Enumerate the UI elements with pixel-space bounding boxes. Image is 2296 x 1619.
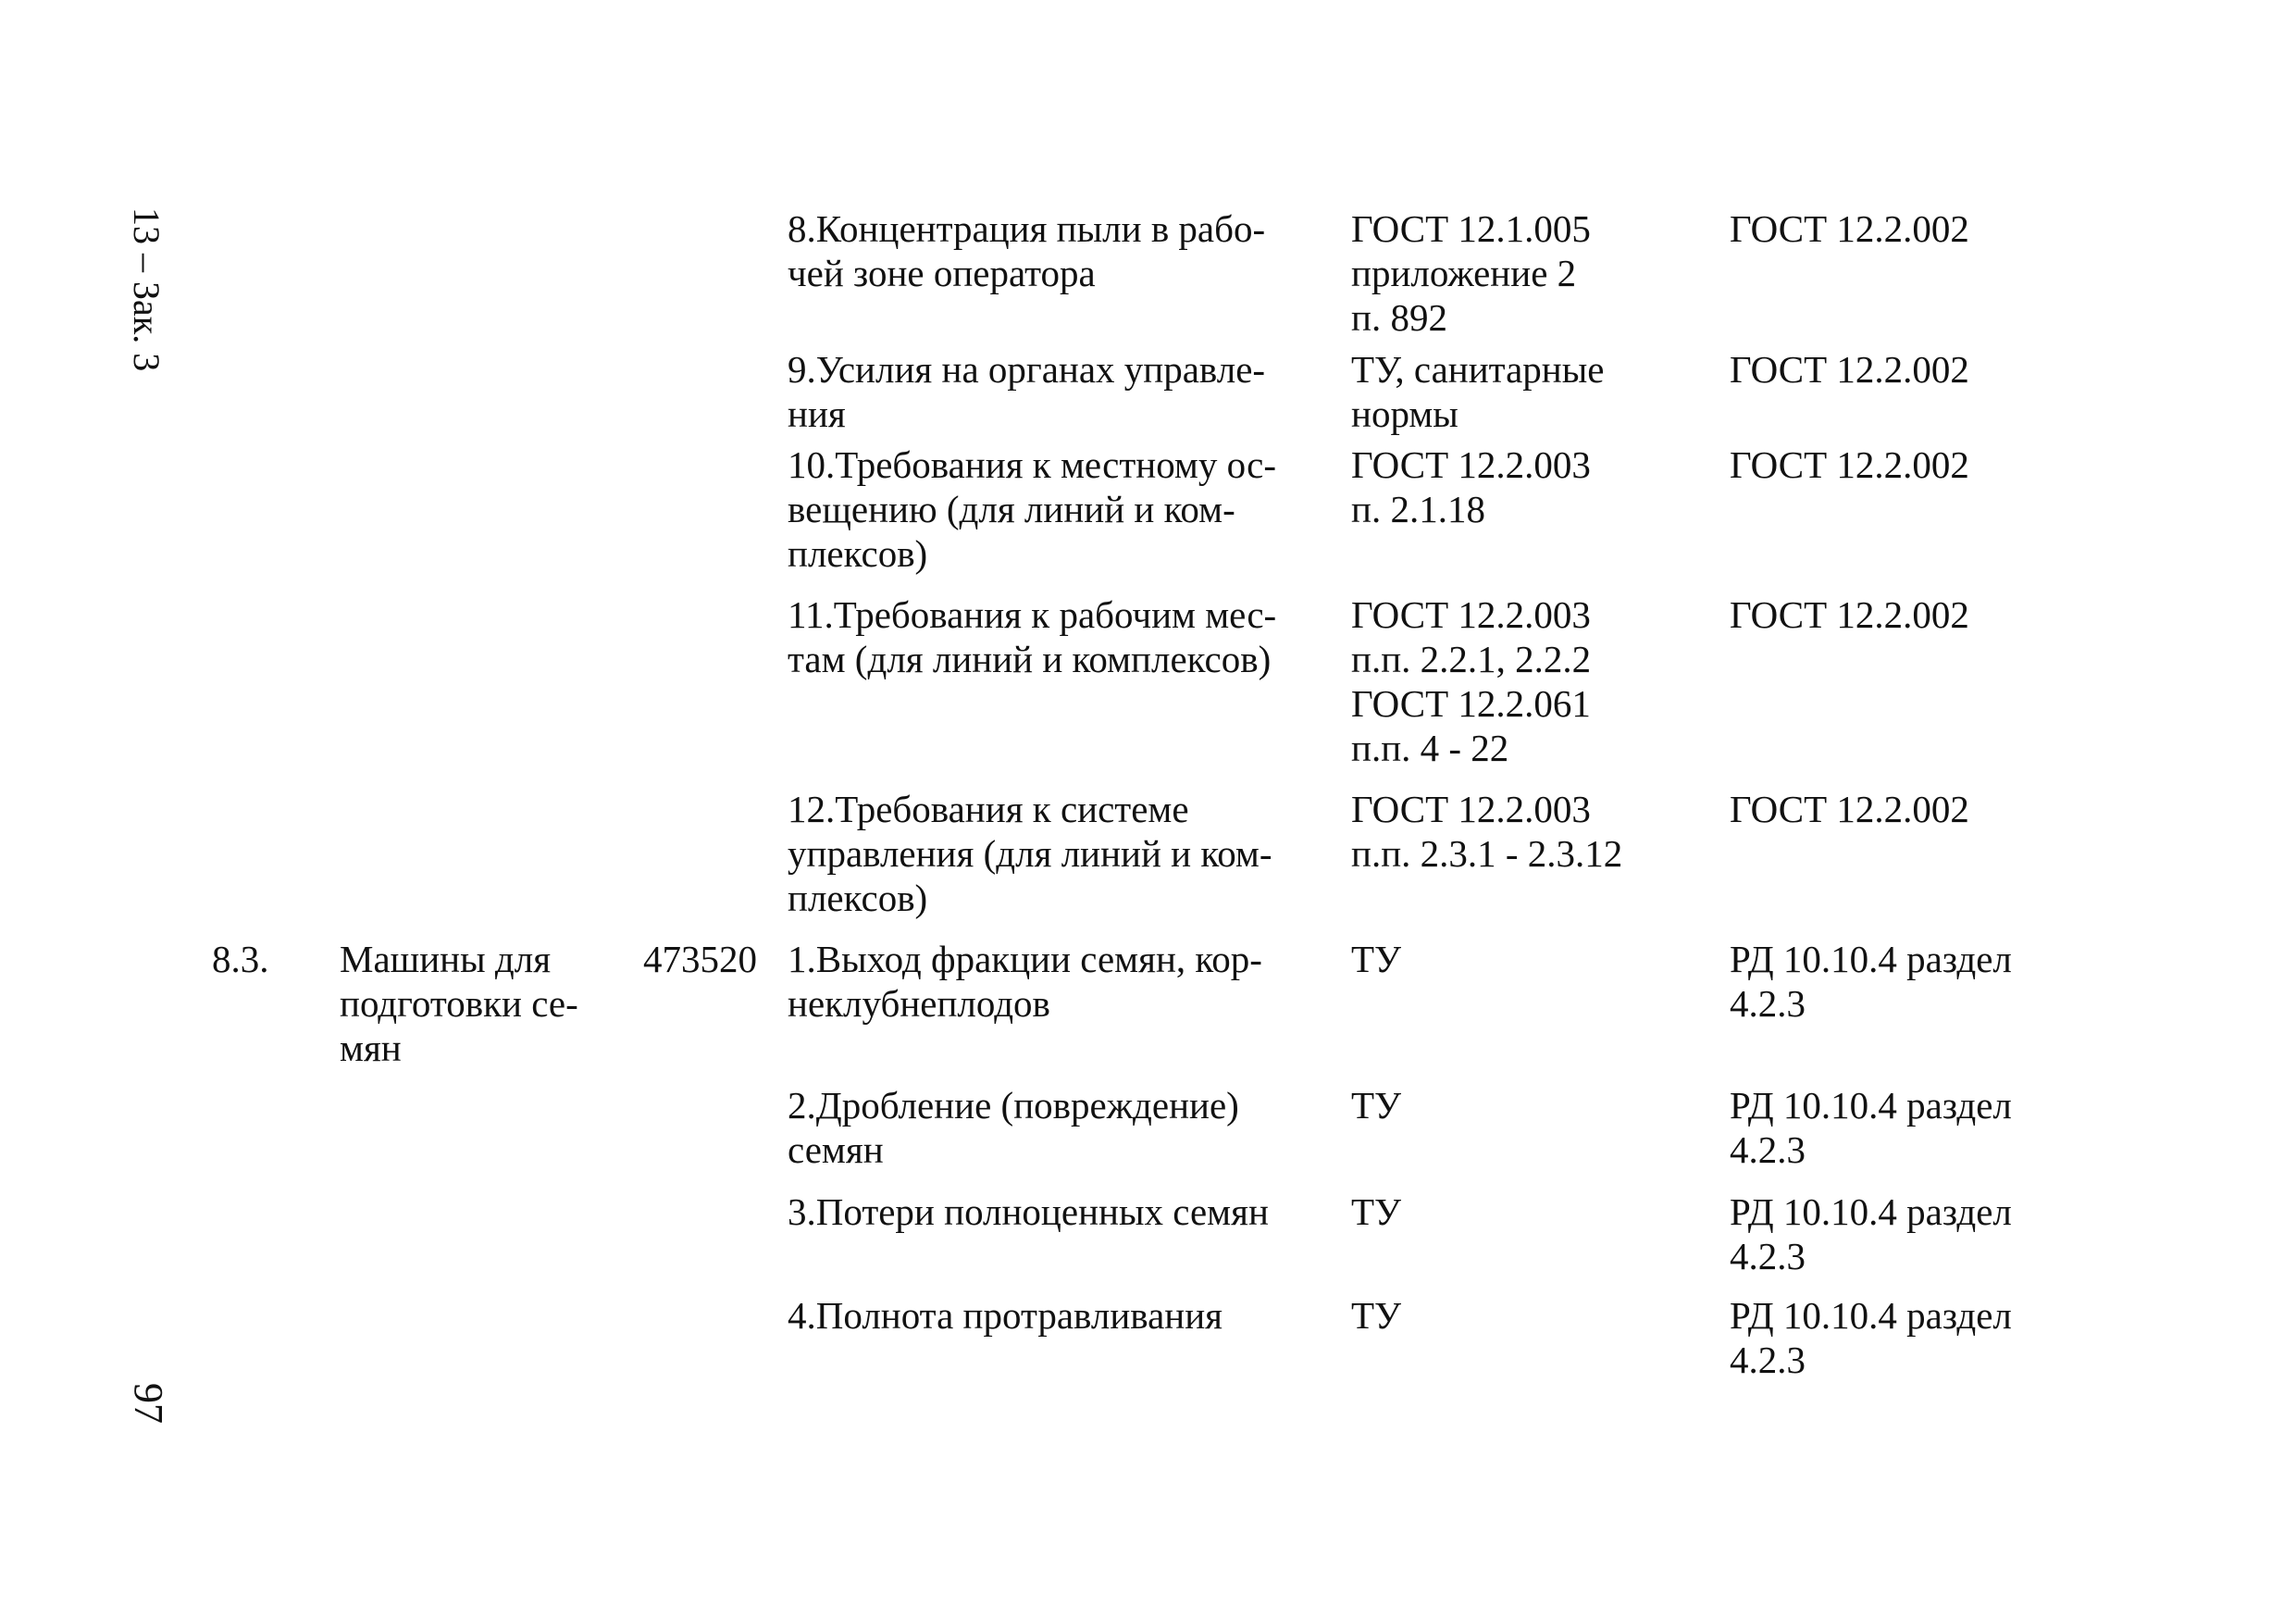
text-line: семян [788, 1128, 884, 1171]
text-line: нормы [1351, 392, 1458, 435]
text-line: п.п. 2.3.1 - 2.3.12 [1351, 832, 1623, 875]
text-line: 4.Полнота протравливания [788, 1294, 1223, 1337]
text-line: 12.Требования к системе [788, 788, 1189, 830]
method-cell [1730, 592, 1969, 637]
text-line: РД 10.10.4 раздел [1730, 1294, 2012, 1337]
text-line: плексов) [788, 532, 928, 575]
norm-cell [1351, 1083, 1401, 1127]
indicator-cell [788, 1189, 1269, 1234]
text-line: 4.2.3 [1730, 1235, 1806, 1277]
text-line: 9.Усилия на органах управле- [788, 348, 1266, 391]
text-line: 4.2.3 [1730, 1339, 1806, 1381]
text-line: 3.Потери полноценных семян [788, 1190, 1269, 1233]
norm-cell [1351, 347, 1604, 436]
text-line: управления (для линий и ком- [788, 832, 1272, 875]
indicator-cell [788, 592, 1276, 681]
text-line: чей зоне оператора [788, 252, 1096, 294]
text-line: ГОСТ 12.2.002 [1730, 443, 1969, 486]
indicator-cell [788, 206, 1265, 295]
text-line: 1.Выход фракции семян, кор- [788, 938, 1262, 980]
text-line: плексов) [788, 877, 928, 919]
method-cell [1730, 347, 1969, 392]
section-number: 8.3. [212, 938, 269, 980]
indicator-cell [788, 1293, 1222, 1338]
norm-cell [1351, 787, 1622, 876]
text-line: ГОСТ 12.2.003 [1351, 593, 1591, 636]
norm-cell [1351, 592, 1591, 770]
text-line: ТУ [1351, 1190, 1402, 1233]
text-line: РД 10.10.4 раздел [1730, 1084, 2012, 1127]
norm-cell [1351, 1189, 1401, 1234]
text-line: 10.Требования к местному ос- [788, 443, 1276, 486]
text-line: п.п. 4 - 22 [1351, 727, 1509, 769]
text-line: ТУ [1351, 1294, 1402, 1337]
text-line: подготовки се- [340, 982, 578, 1025]
norm-cell [1351, 1293, 1401, 1338]
method-cell [1730, 937, 2012, 1026]
text-line: 11.Требования к рабочим мес- [788, 593, 1277, 636]
text-line: 4.2.3 [1730, 1128, 1806, 1171]
text-line: РД 10.10.4 раздел [1730, 1190, 2012, 1233]
text-line: ГОСТ 12.2.003 [1351, 443, 1591, 486]
indicator-cell [788, 787, 1272, 920]
text-line: ГОСТ 12.2.003 [1351, 788, 1591, 830]
text-line: вещению (для линий и ком- [788, 488, 1235, 530]
norm-cell [1351, 442, 1591, 531]
text-line: ТУ, санитарные [1351, 348, 1605, 391]
text-line: ния [788, 392, 846, 435]
method-cell [1730, 206, 1969, 251]
method-cell [1730, 442, 1969, 487]
text-line: мян [340, 1027, 402, 1069]
text-line: п. 2.1.18 [1351, 488, 1485, 530]
text-line: приложение 2 [1351, 252, 1577, 294]
text-line: ГОСТ 12.2.002 [1730, 788, 1969, 830]
product-name-cell [340, 937, 578, 1070]
text-line: неклубнеплодов [788, 982, 1050, 1025]
text-line: 8.Концентрация пыли в рабо- [788, 207, 1266, 250]
text-line: ГОСТ 12.2.061 [1351, 682, 1591, 725]
text-line: ТУ [1351, 938, 1402, 980]
text-line: 4.2.3 [1730, 982, 1806, 1025]
text-line: там (для линий и комплексов) [788, 638, 1272, 680]
text-line: ГОСТ 12.2.002 [1730, 593, 1969, 636]
side-label: 13 – Зак. 3 [126, 207, 168, 372]
indicator-cell [788, 937, 1262, 1026]
text-line: РД 10.10.4 раздел [1730, 938, 2012, 980]
page-number: 97 [126, 1383, 171, 1424]
method-cell [1730, 1083, 2012, 1172]
norm-cell [1351, 937, 1401, 981]
text-line: ТУ [1351, 1084, 1402, 1127]
text-line: ГОСТ 12.2.002 [1730, 207, 1969, 250]
indicator-cell [788, 1083, 1239, 1172]
method-cell [1730, 787, 1969, 831]
method-cell [1730, 1189, 2012, 1278]
indicator-cell [788, 442, 1276, 576]
indicator-cell [788, 347, 1265, 436]
text-line: 2.Дробление (повреждение) [788, 1084, 1239, 1127]
text-line: ГОСТ 12.2.002 [1730, 348, 1969, 391]
product-code: 473520 [643, 938, 757, 980]
text-line: Машины для [340, 938, 552, 980]
text-line: ГОСТ 12.1.005 [1351, 207, 1591, 250]
text-line: п. 892 [1351, 296, 1447, 339]
method-cell [1730, 1293, 2012, 1382]
text-line: п.п. 2.2.1, 2.2.2 [1351, 638, 1592, 680]
norm-cell [1351, 206, 1591, 340]
